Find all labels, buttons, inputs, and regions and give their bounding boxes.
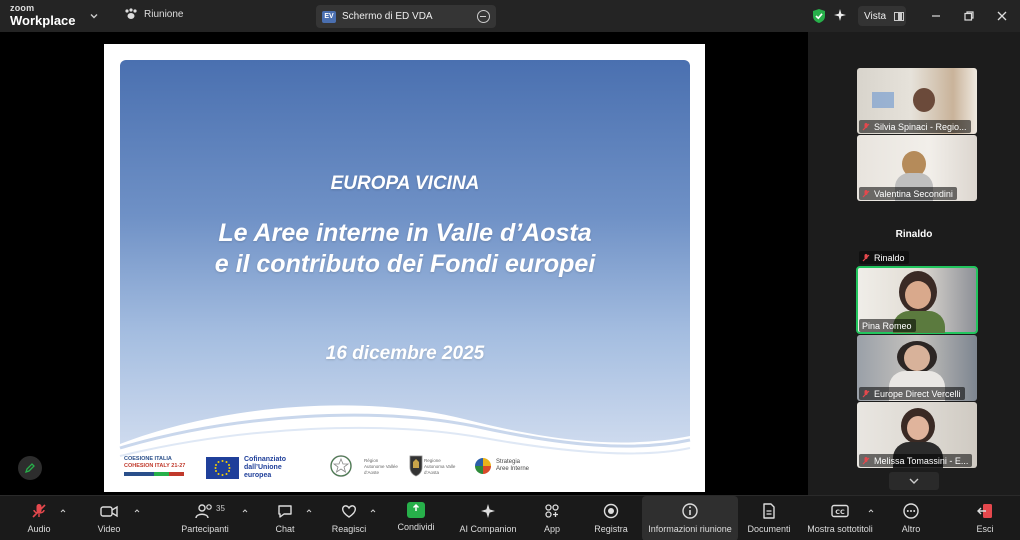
participant-name: Europe Direct Vercelli	[874, 388, 961, 399]
ai-sparkle-icon	[479, 502, 497, 520]
participants-count: 35	[216, 504, 225, 513]
eu-label-line2: dall’Unione europea	[244, 464, 282, 479]
annotate-button[interactable]	[18, 456, 42, 480]
screen-share-tab-label: Schermo di ED VDA	[342, 11, 433, 22]
speaker-name: Rinaldo	[874, 252, 905, 263]
participant-name-tag	[859, 454, 972, 467]
mic-muted-icon	[861, 122, 871, 132]
reactions-button[interactable]	[330, 496, 368, 540]
heart-icon	[340, 502, 358, 520]
chevron-down-icon	[908, 476, 920, 486]
reactions-label: Reagisci	[331, 524, 367, 534]
coesione-subtitle: COHESION ITALY 21-27	[124, 463, 186, 469]
more-dots-icon	[902, 502, 920, 520]
stop-view-icon[interactable]	[477, 10, 490, 23]
logo-line1: zoom	[10, 3, 35, 13]
slide-title	[120, 218, 690, 280]
aree-interne-line1: Strategia	[496, 459, 521, 465]
reactions-options-caret-icon[interactable]	[370, 508, 376, 514]
presentation-slide	[104, 44, 705, 492]
sharer-badge: EV	[322, 11, 336, 23]
share-screen-button[interactable]	[394, 496, 438, 540]
video-tile-active[interactable]	[857, 267, 977, 333]
mic-muted-icon	[861, 253, 871, 263]
record-button[interactable]	[592, 496, 630, 540]
participants-button[interactable]	[176, 496, 234, 540]
share-label: Condividi	[397, 522, 435, 532]
minimize-icon[interactable]	[929, 9, 943, 23]
shield-check-icon[interactable]	[812, 8, 826, 24]
apps-button[interactable]	[538, 496, 566, 540]
aree-interne-logo	[474, 457, 529, 475]
more-button[interactable]	[896, 496, 926, 540]
slide-title-line1: Le Aree interne in Valle d’Aosta	[218, 219, 592, 247]
slide-date: 16 dicembre 2025	[325, 343, 485, 364]
audio-button[interactable]	[22, 496, 56, 540]
chat-options-caret-icon[interactable]	[306, 508, 312, 514]
chat-button[interactable]	[270, 496, 300, 540]
leave-door-icon	[976, 502, 994, 520]
coesione-title: COESIONE ITALIA	[124, 456, 172, 462]
document-icon	[760, 502, 778, 520]
coesione-italia-logo	[124, 456, 196, 478]
video-label: Video	[97, 524, 121, 534]
view-button[interactable]	[858, 6, 906, 26]
video-tile[interactable]	[857, 335, 977, 401]
mic-muted-icon	[861, 456, 871, 466]
ai-companion-button[interactable]	[456, 496, 520, 540]
captions-button[interactable]	[804, 496, 876, 540]
leave-button[interactable]	[970, 496, 1000, 540]
zoom-logo	[10, 4, 76, 27]
participants-icon	[194, 502, 216, 520]
screen-share-tab[interactable]	[316, 5, 496, 28]
mic-muted-icon	[30, 502, 48, 520]
meeting-info-label: Informazioni riunione	[648, 524, 732, 534]
audio-label: Audio	[27, 524, 51, 534]
leave-label: Esci	[976, 524, 994, 534]
restore-icon[interactable]	[962, 9, 976, 23]
chat-bubble-icon	[276, 502, 294, 520]
italian-republic-emblem-icon	[329, 454, 353, 480]
mic-muted-icon	[861, 189, 871, 199]
sponsor-logos	[124, 452, 684, 484]
close-icon[interactable]	[995, 9, 1009, 23]
video-tile[interactable]	[857, 135, 977, 201]
documents-label: Documenti	[747, 524, 791, 534]
apps-icon	[543, 502, 561, 520]
more-label: Altro	[901, 524, 921, 534]
audio-options-caret-icon[interactable]	[60, 508, 66, 514]
documents-button[interactable]	[746, 496, 792, 540]
aree-interne-circle-icon	[474, 457, 492, 475]
ai-companion-label: AI Companion	[459, 524, 517, 534]
record-label: Registra	[594, 524, 628, 534]
layout-icon	[894, 12, 904, 21]
eu-label	[244, 456, 304, 480]
participant-name: Valentina Secondini	[874, 188, 953, 199]
captions-label: Mostra sottotitoli	[807, 524, 873, 534]
participant-name: Pina Romeo	[862, 320, 912, 331]
view-button-label: Vista	[864, 10, 887, 22]
captions-options-caret-icon[interactable]	[868, 508, 874, 514]
shared-screen	[0, 32, 808, 495]
participants-options-caret-icon[interactable]	[242, 508, 248, 514]
eu-label-line1: Cofinanziato	[244, 456, 286, 463]
aree-interne-line2: Aree Interne	[496, 466, 530, 472]
eu-cofinanced-logo	[206, 456, 304, 480]
vda-region-logo-it: Regione Autonoma Valle d’Aosta	[424, 458, 456, 475]
video-button[interactable]	[92, 496, 126, 540]
captions-icon	[830, 502, 850, 520]
participant-name: Melissa Tomassini - E...	[874, 455, 969, 466]
record-icon	[602, 502, 620, 520]
vda-shield-icon	[409, 454, 423, 478]
meeting-info-button[interactable]	[642, 496, 738, 540]
gallery-next-page-button[interactable]	[889, 472, 939, 490]
ai-sparkle-icon[interactable]	[833, 8, 847, 22]
slide-title-line2: e il contributo dei Fondi europei	[214, 250, 596, 278]
participants-label: Partecipanti	[181, 524, 229, 534]
paw-icon	[124, 8, 138, 20]
title-bar	[0, 0, 1020, 32]
logo-line2: Workplace	[10, 13, 76, 28]
participant-name: Silvia Spinaci - Regio...	[874, 121, 967, 132]
vda-region-logo-fr: Région Autonome Vallée d’Aoste	[364, 458, 398, 475]
mic-muted-icon	[861, 389, 871, 399]
svg-text:CC: CC	[835, 508, 845, 516]
share-arrow-icon	[407, 502, 425, 518]
video-tile[interactable]	[857, 68, 977, 134]
participant-gallery	[808, 32, 1020, 495]
chat-label: Chat	[275, 524, 295, 534]
slide-heading: EUROPA VICINA	[330, 173, 480, 194]
apps-label: App	[543, 524, 560, 534]
video-camera-icon	[99, 502, 119, 520]
meeting-tab-label: Riunione	[144, 8, 184, 20]
video-tile[interactable]	[857, 402, 977, 468]
meeting-tab[interactable]	[124, 8, 183, 20]
participant-name-tag	[859, 387, 965, 400]
video-options-caret-icon[interactable]	[134, 508, 140, 514]
participant-name-tag	[859, 187, 957, 200]
info-icon	[681, 502, 699, 520]
chevron-down-icon[interactable]	[88, 10, 100, 22]
eu-flag-icon	[206, 457, 239, 479]
speaker-name-tag	[859, 251, 909, 264]
aree-interne-label	[496, 459, 529, 473]
participant-name-tag	[859, 319, 916, 332]
active-speaker-title: Rinaldo	[895, 229, 933, 240]
meeting-toolbar	[0, 495, 1020, 540]
pencil-icon	[24, 462, 36, 474]
participant-name-tag	[859, 120, 971, 133]
